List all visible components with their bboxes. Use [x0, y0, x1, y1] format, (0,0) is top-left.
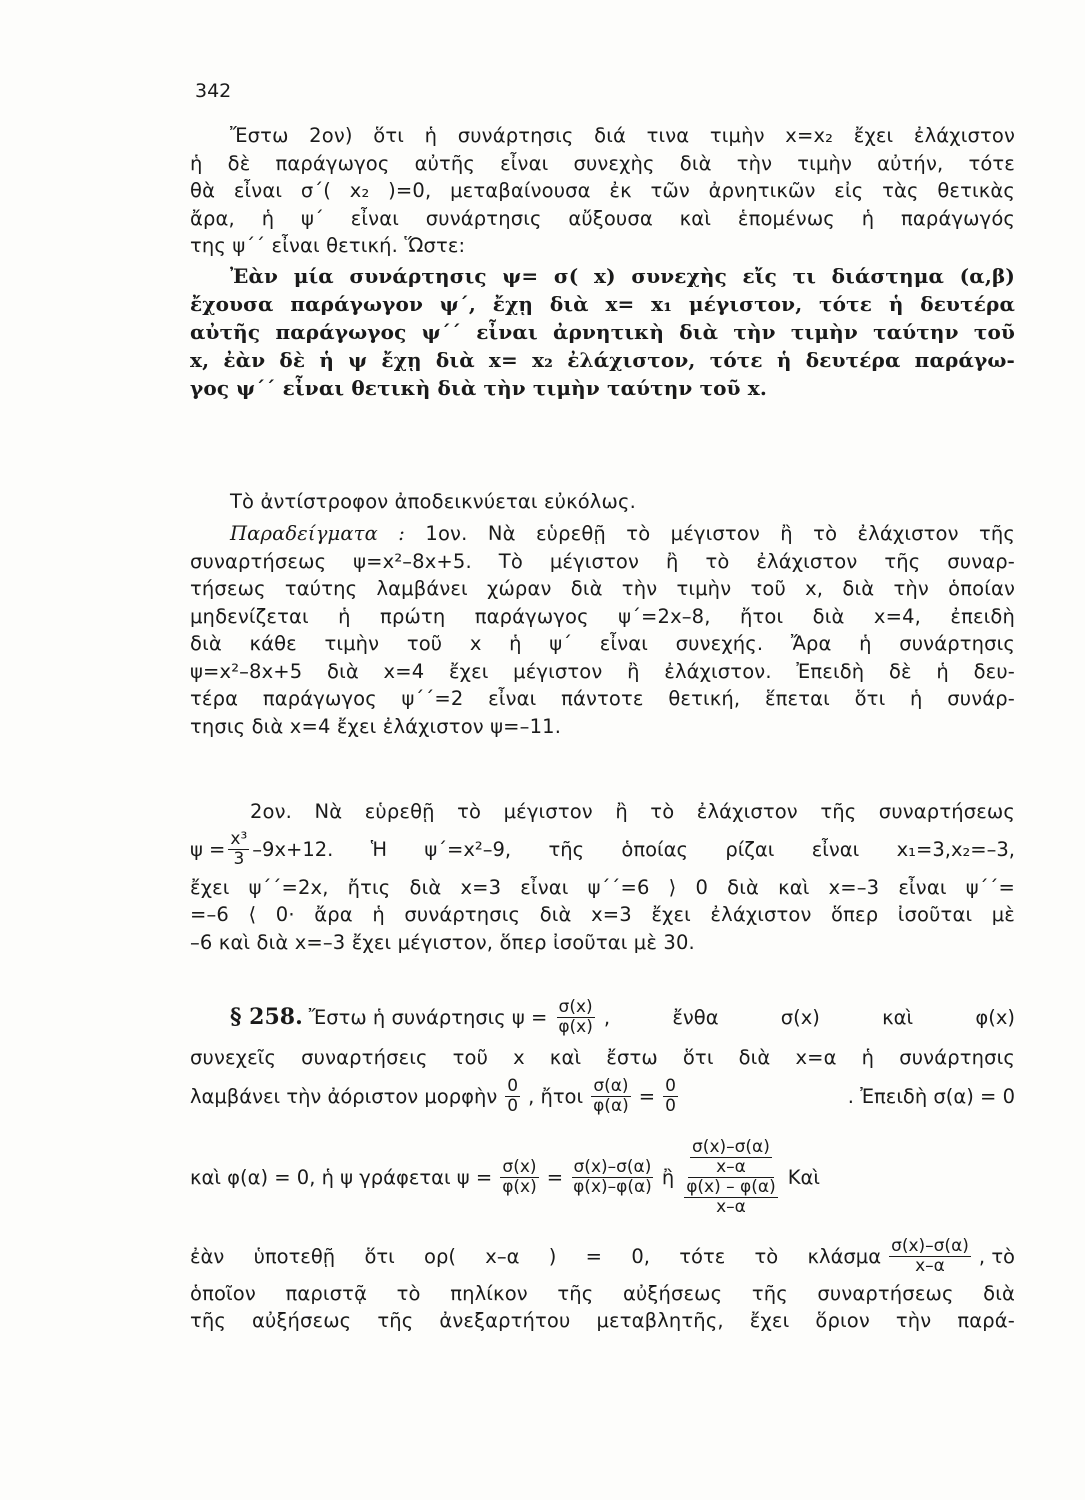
theorem-line: αὐτῆς παράγωγος ψ΄΄ εἶναι ἀρνητικὴ διὰ τὴν τιμὴν ταύτην τοῦ: [190, 320, 1015, 344]
text-line: –6 καὶ διὰ x=–3 ἔχει μέγιστον, ὅπερ ἰσοῦται μὲ 30.: [190, 930, 695, 954]
converse-note: [190, 488, 1015, 516]
equation-line: ἐὰν ὑποτεθῇ ὅτι ορ( x–α ) = 0, τότε τὸ κλάσμα $\frac{\sigma(x)-\sigma(\alpha)}{x-\alpha}$ , τὸ: [190, 1236, 1015, 1276]
text-line: συνεχεῖς συναρτήσεις τοῦ x καὶ ἔστω ὅτι διὰ x=α ἡ συνάρτησις: [190, 1046, 1015, 1069]
text-line: τήσεως ταύτης λαμβάνει χώραν διὰ τὴν τιμὴν τοῦ x, διὰ τὴν ὁποίαν: [190, 577, 1015, 600]
compound-fraction: $\frac{\frac{\sigma(x)-\sigma(\alpha)}{x-\alpha}}{\frac{\varphi(x) - \varphi(\alpha)}{x-\alpha}}$: [686, 1137, 776, 1217]
text-line: θὰ εἶναι σ΄( x₂ )=0, μεταβαίνουσα ἐκ τῶν ἀρνητικῶν εἰς τὰς θετικὰς: [190, 179, 1015, 202]
text-line: συναρτήσεως ψ=x²–8x+5. Τὸ μέγιστον ἢ τὸ ἐλάχιστον τῆς συναρ-: [190, 549, 1015, 573]
text-line: τησις διὰ x=4 ἔχει ἐλάχιστον ψ=–11.: [190, 714, 562, 738]
fraction: $\frac{\sigma(x)}{\varphi(x)}$: [558, 996, 593, 1037]
text-line: ἄρα, ἡ ψ΄ εἶναι συνάρτησις αὔξουσα καὶ ἑπομένως ἡ παράγωγός: [190, 206, 1015, 230]
text-line: της ψ΄΄ εἶναι θετική. Ὥστε:: [190, 234, 466, 257]
paragraph-intro: [190, 122, 1015, 260]
text-line: Τὸ ἀντίστροφον ἀποδεικνύεται εὐκόλως.: [230, 490, 636, 513]
text-line: ὁποῖον παριστᾷ τὸ πηλίκον τῆς αὐξήσεως τῆς συναρτήσεως διὰ: [190, 1281, 1015, 1305]
text-line: 2ον. Νὰ εὑρεθῇ τὸ μέγιστον ἢ τὸ ἐλάχιστον τῆς συναρτήσεως: [250, 800, 1015, 823]
fraction: $\frac{0}{0}$: [665, 1076, 676, 1116]
theorem-line: ἔχουσα παράγωγον ψ΄, ἔχῃ διὰ x= x₁ μέγιστον, τότε ἡ δευτέρα: [190, 292, 1015, 316]
text-line: ἡ δὲ παράγωγος αὐτῆς εἶναι συνεχὴς διὰ τὴν τιμὴν αὐτήν, τότε: [190, 151, 1015, 175]
text-line: τῆς αὐξήσεως τῆς ἀνεξαρτήτου μεταβλητῆς, ἔχει ὅριον τὴν παρά-: [190, 1309, 1015, 1332]
text-line: διὰ κάθε τιμὴν τοῦ x ἡ ψ΄ εἶναι συνεχής. Ἄρα ἡ συνάρτησις: [190, 632, 1015, 655]
fraction: $\frac{\sigma(x)-\sigma(\alpha)}{x-\alpha}$: [891, 1236, 969, 1276]
text-line: τέρα παράγωγος ψ΄΄=2 εἶναι πάντοτε θετική, ἕπεται ὅτι ἡ συνάρ-: [190, 687, 1015, 710]
text-line: μηδενίζεται ἡ πρώτη παράγωγος ψ΄=2x–8, ἤτοι διὰ x=4, ἐπειδὴ: [190, 604, 1015, 628]
theorem-block: [190, 262, 1015, 402]
equation-line: ψ = $\frac{\text{x³}}{3}$ –9x+12. Ἡ ψ΄=x²–9, τῆς ὁποίας ρίζαι εἶναι x₁=3,x₂=–3,: [190, 829, 1015, 869]
fraction: $\frac{\sigma(x)}{\varphi(x)}$: [502, 1157, 537, 1197]
equation-line: καὶ φ(α) = 0, ἡ ψ γράφεται ψ = $\frac{\sigma(x)}{\varphi(x)}$ = $\frac{\sigma(x)-\sigma(\alpha)}{\varphi(x)-\varphi(\alpha)}$ ἢ $\frac{\frac{\sigma(x)-\sigma(\alpha)}{x-\alpha}}{\frac{\varphi(x) - \varphi(\alpha)}{x-\alpha}}$ Καὶ: [190, 1137, 820, 1217]
text-line: =–6 ⟨ 0· ἄρα ἡ συνάρτησις διὰ x=3 ἔχει ἐλάχιστον ὅπερ ἰσοῦται μὲ: [190, 903, 1015, 926]
text-line: ψ=x²–8x+5 διὰ x=4 ἔχει μέγιστον ἢ ἐλάχιστον. Ἐπειδὴ δὲ ἡ δευ-: [190, 659, 1015, 683]
theorem-line: Ἐὰν μία συνάρτησις ψ= σ( x) συνεχὴς εἴς τι διάστημα (α,β): [230, 264, 1015, 288]
text-line: Παραδείγματα : 1ον. Νὰ εὑρεθῇ τὸ μέγιστον ἢ τὸ ἐλάχιστον τῆς: [230, 522, 1015, 545]
fraction: $\frac{\sigma(x)-\sigma(\alpha)}{\varphi(x)-\varphi(\alpha)}$: [573, 1157, 652, 1197]
fraction: $\frac{\text{x³}}{3}$: [230, 829, 248, 869]
fraction: $\frac{\sigma(\alpha)}{\varphi(\alpha)}$: [593, 1076, 629, 1116]
fraction: $\frac{0}{0}$: [507, 1076, 519, 1116]
section-258: [190, 992, 1015, 1335]
theorem-line: x, ἐὰν δὲ ἡ ψ ἔχῃ διὰ x= x₂ ἐλάχιστον, τότε ἡ δευτέρα παράγω-: [190, 348, 1015, 372]
text-line: Ἔστω 2ον) ὅτι ἡ συνάρτησις διά τινα τιμὴν x=x₂ ἔχει ἐλάχιστον: [230, 124, 1015, 147]
example-1: [190, 520, 1015, 740]
page-number: 342: [195, 80, 232, 102]
section-number: § 258.: [230, 1004, 303, 1030]
example-2: [190, 798, 1015, 956]
theorem-line: γος ψ΄΄ εἶναι θετικὴ διὰ τὴν τιμὴν ταύτην τοῦ x.: [190, 376, 767, 400]
text-line: ἔχει ψ΄΄=2x, ἤτις διὰ x=3 εἶναι ψ΄΄=6 ⟩ 0 διὰ καὶ x=–3 εἶναι ψ΄΄=: [190, 875, 1015, 899]
equation-line: § 258. Ἔστω ἡ συνάρτησις ψ = $\frac{\sigma(x)}{\varphi(x)}$ , ἔνθα σ(x) καὶ φ(x): [230, 996, 1015, 1037]
equation-line: λαμβάνει τὴν ἀόριστον μορφὴν $\frac{0}{0}$ , ἤτοι $\frac{\sigma(\alpha)}{\varphi(\alpha)}$ = $\frac{0}{0}$ . Ἐπειδὴ σ(α) = 0: [190, 1076, 1015, 1116]
examples-label: Παραδείγματα :: [230, 522, 406, 545]
